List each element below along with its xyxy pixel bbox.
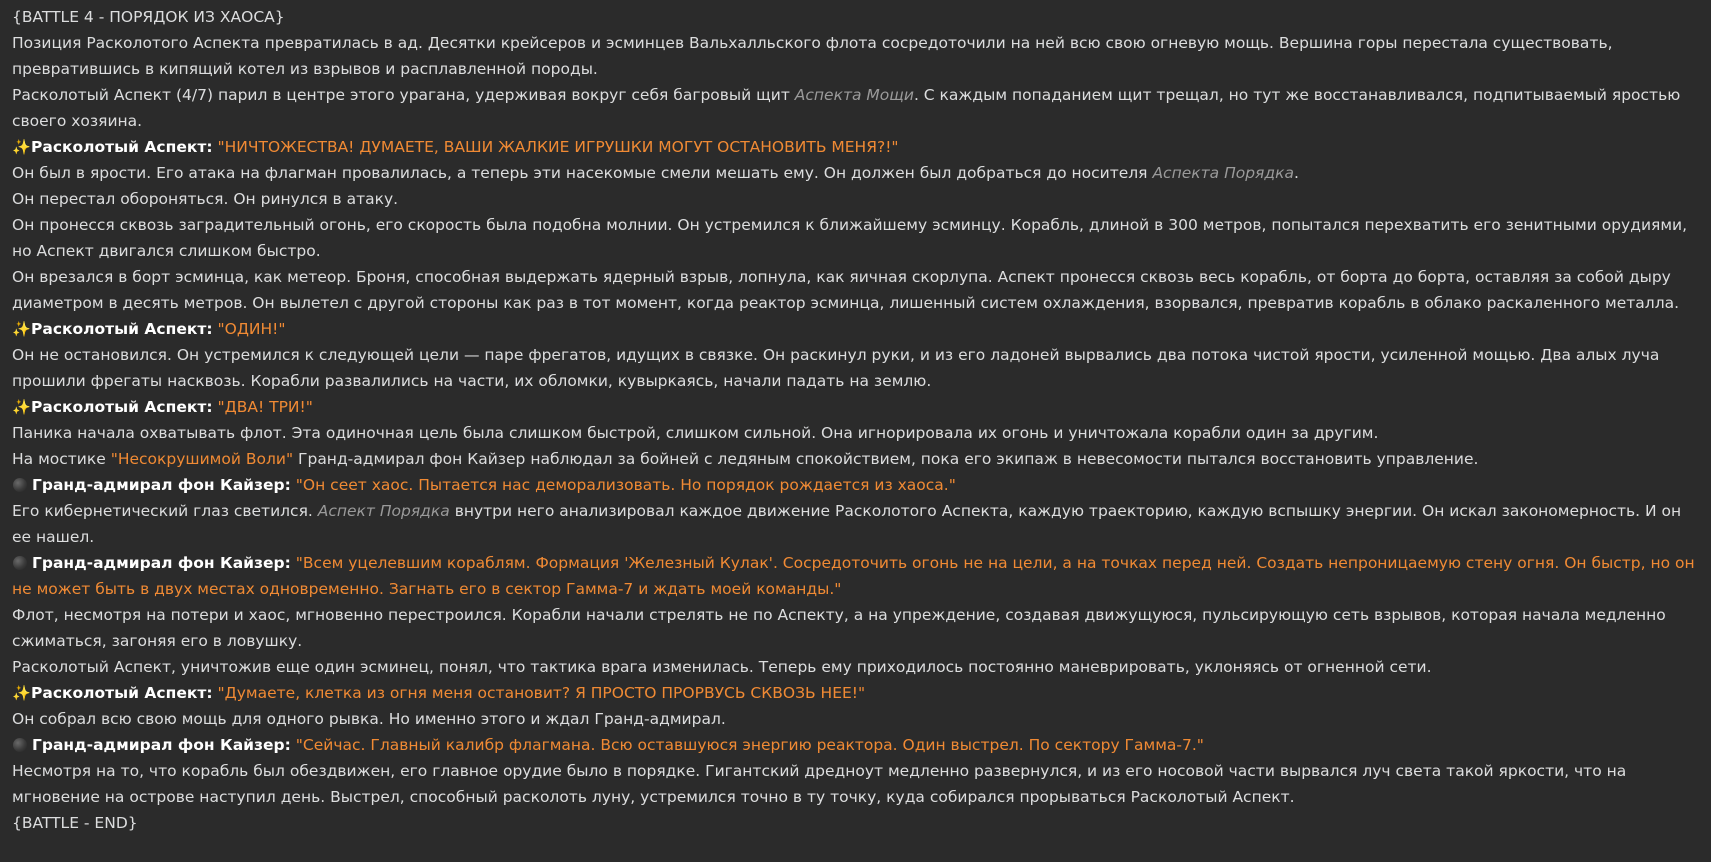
speaker-name: Гранд-адмирал фон Кайзер: (32, 554, 291, 572)
narration-paragraph: Он перестал обороняться. Он ринулся в атаку. (12, 190, 399, 208)
dialogue-quote: "Думаете, клетка из огня меня остановит? Я ПРОСТО ПРОРВУСЬ СКВОЗЬ НЕЕ!" (217, 684, 866, 702)
battle-start-marker: {BATTLE 4 - ПОРЯДОК ИЗ ХАОСА} (12, 8, 285, 26)
dialogue-line (12, 316, 1701, 342)
narration-paragraph: Несмотря на то, что корабль был обездвижен, его главное орудие было в порядке. Гигантский дредноут медленно развернулся, и из его носовой части вырвался луч света такой яркости, что на мгновение на острове наступил день. Выстрел, способный расколоть луну, устремился точно в ту точку, куда собирался прорываться Расколотый Аспект. (12, 762, 1627, 806)
dialogue-quote: "НИЧТОЖЕСТВА! ДУМАЕТЕ, ВАШИ ЖАЛКИЕ ИГРУШКИ МОГУТ ОСТАНОВИТЬ МЕНЯ?!" (217, 138, 899, 156)
dialogue-quote: "ДВА! ТРИ!" (217, 398, 313, 416)
narration-text: Он был в ярости. Его атака на флагман провалилась, а теперь эти насекомые смели мешать ему. Он должен был добраться до носителя (12, 164, 1153, 182)
narration-paragraph (12, 446, 1701, 472)
dialogue-line (12, 134, 1701, 160)
narration-paragraph: Он не остановился. Он устремился к следующей цели — паре фрегатов, идущих в связке. Он раскинул руки, и из его ладоней вырвались два потока чистой ярости, усиленной мощью. Два алых луча прошили фрегаты насквозь. Корабли развалились на части, их обломки, кувыркаясь, начали падать на землю. (12, 346, 1660, 390)
dialogue-quote: "Всем уцелевшим кораблям. Формация 'Железный Кулак'. Сосредоточить огонь не на цели, а на точках перед ней. Создать непроницаемую стену огня. Он быстр, но он не может быть в двух местах одновременно. Загнать его в сектор Гамма-7 и ждать моей команды." (12, 554, 1695, 598)
narration-text: внутри него анализировал каждое движение Расколотого Аспекта, каждую траекторию, каждую вспышку энергии. Он искал закономерность. И он ее нашел. (12, 502, 1682, 546)
sparkles-icon: ✨ (12, 684, 31, 702)
narration-text: Его кибернетический глаз светился. (12, 502, 318, 520)
narration-paragraph (12, 498, 1701, 550)
narration-text: На мостике (12, 450, 111, 468)
black-circle-icon (13, 478, 27, 492)
narration-paragraph: Флот, несмотря на потери и хаос, мгновенно перестроился. Корабли начали стрелять не по Аспекту, а на упреждение, создавая движущуюся, пульсирующую сеть взрывов, которая начала медленно сжиматься, загоняя его в ловушку. (12, 606, 1666, 650)
narration-paragraph: Он пронесся сквозь заградительный огонь, его скорость была подобна молнии. Он устремился к ближайшему эсминцу. Корабль, длиной в 300 метров, попытался перехватить его зенитными орудиями, но Аспект двигался слишком быстро. (12, 216, 1688, 260)
speaker-name: Расколотый Аспект: (31, 138, 213, 156)
narration-paragraph (12, 160, 1701, 186)
speaker-name: Расколотый Аспект: (31, 398, 213, 416)
narration-paragraph: Позиция Расколотого Аспекта превратилась в ад. Десятки крейсеров и эсминцев Вальхалльского флота сосредоточили на ней всю свою огневую мощь. Вершина горы перестала существовать, превратившись в кипящий котел из взрывов и расплавленной породы. (12, 34, 1613, 78)
speaker-name: Расколотый Аспект: (31, 684, 213, 702)
dialogue-quote: "ОДИН!" (217, 320, 286, 338)
narration-text: . (1293, 164, 1299, 182)
dialogue-quote: "Сейчас. Главный калибр флагмана. Всю оставшуюся энергию реактора. Один выстрел. По сектору Гамма-7." (295, 736, 1204, 754)
sparkles-icon: ✨ (12, 398, 31, 416)
sparkles-icon: ✨ (12, 138, 31, 156)
aspect-term: Аспекта Порядка (1152, 164, 1294, 182)
ship-name: "Несокрушимой Воли" (110, 450, 294, 468)
dialogue-line (12, 550, 1701, 602)
black-circle-icon (13, 738, 27, 752)
dialogue-line (12, 394, 1701, 420)
narration-text: . С каждым попаданием щит трещал, но тут же восстанавливался, подпитываемый яростью своего хозяина. (12, 86, 1681, 130)
speaker-name: Расколотый Аспект: (31, 320, 213, 338)
sparkles-icon: ✨ (12, 320, 31, 338)
narration-paragraph: Паника начала охватывать флот. Эта одиночная цель была слишком быстрой, слишком сильной. Она игнорировала их огонь и уничтожала корабли один за другим. (12, 424, 1379, 442)
narration-paragraph: Он собрал всю свою мощь для одного рывка. Но именно этого и ждал Гранд-адмирал. (12, 710, 726, 728)
aspect-term: Аспекта Мощи (794, 86, 914, 104)
battle-end-marker: {BATTLE - END} (12, 814, 138, 832)
narration-paragraph: Он врезался в борт эсминца, как метеор. Броня, способная выдержать ядерный взрыв, лопнула, как яичная скорлупа. Аспект пронесся сквозь весь корабль, от борта до борта, оставляя за собой дыру диаметром в десять метров. Он вылетел с другой стороны как раз в тот момент, когда реактор эсминца, лишенный систем охлаждения, взорвался, превратив корабль в облако раскаленного металла. (12, 268, 1680, 312)
dialogue-quote: "Он сеет хаос. Пытается нас деморализовать. Но порядок рождается из хаоса." (295, 476, 956, 494)
narration-paragraph: Расколотый Аспект, уничтожив еще один эсминец, понял, что тактика врага изменилась. Теперь ему приходилось постоянно маневрировать, уклоняясь от огненной сети. (12, 658, 1432, 676)
speaker-name: Гранд-адмирал фон Кайзер: (32, 476, 291, 494)
aspect-term: Аспект Порядка (317, 502, 450, 520)
dialogue-line (12, 732, 1701, 758)
narration-text: Гранд-адмирал фон Кайзер наблюдал за бойней с ледяным спокойствием, пока его экипаж в невесомости пытался восстановить управление. (293, 450, 1479, 468)
narration-paragraph (12, 82, 1701, 134)
black-circle-icon (13, 556, 27, 570)
dialogue-line (12, 472, 1701, 498)
dialogue-line (12, 680, 1701, 706)
speaker-name: Гранд-адмирал фон Кайзер: (32, 736, 291, 754)
narration-text: Расколотый Аспект (4/7) парил в центре этого урагана, удерживая вокруг себя багровый щит (12, 86, 795, 104)
